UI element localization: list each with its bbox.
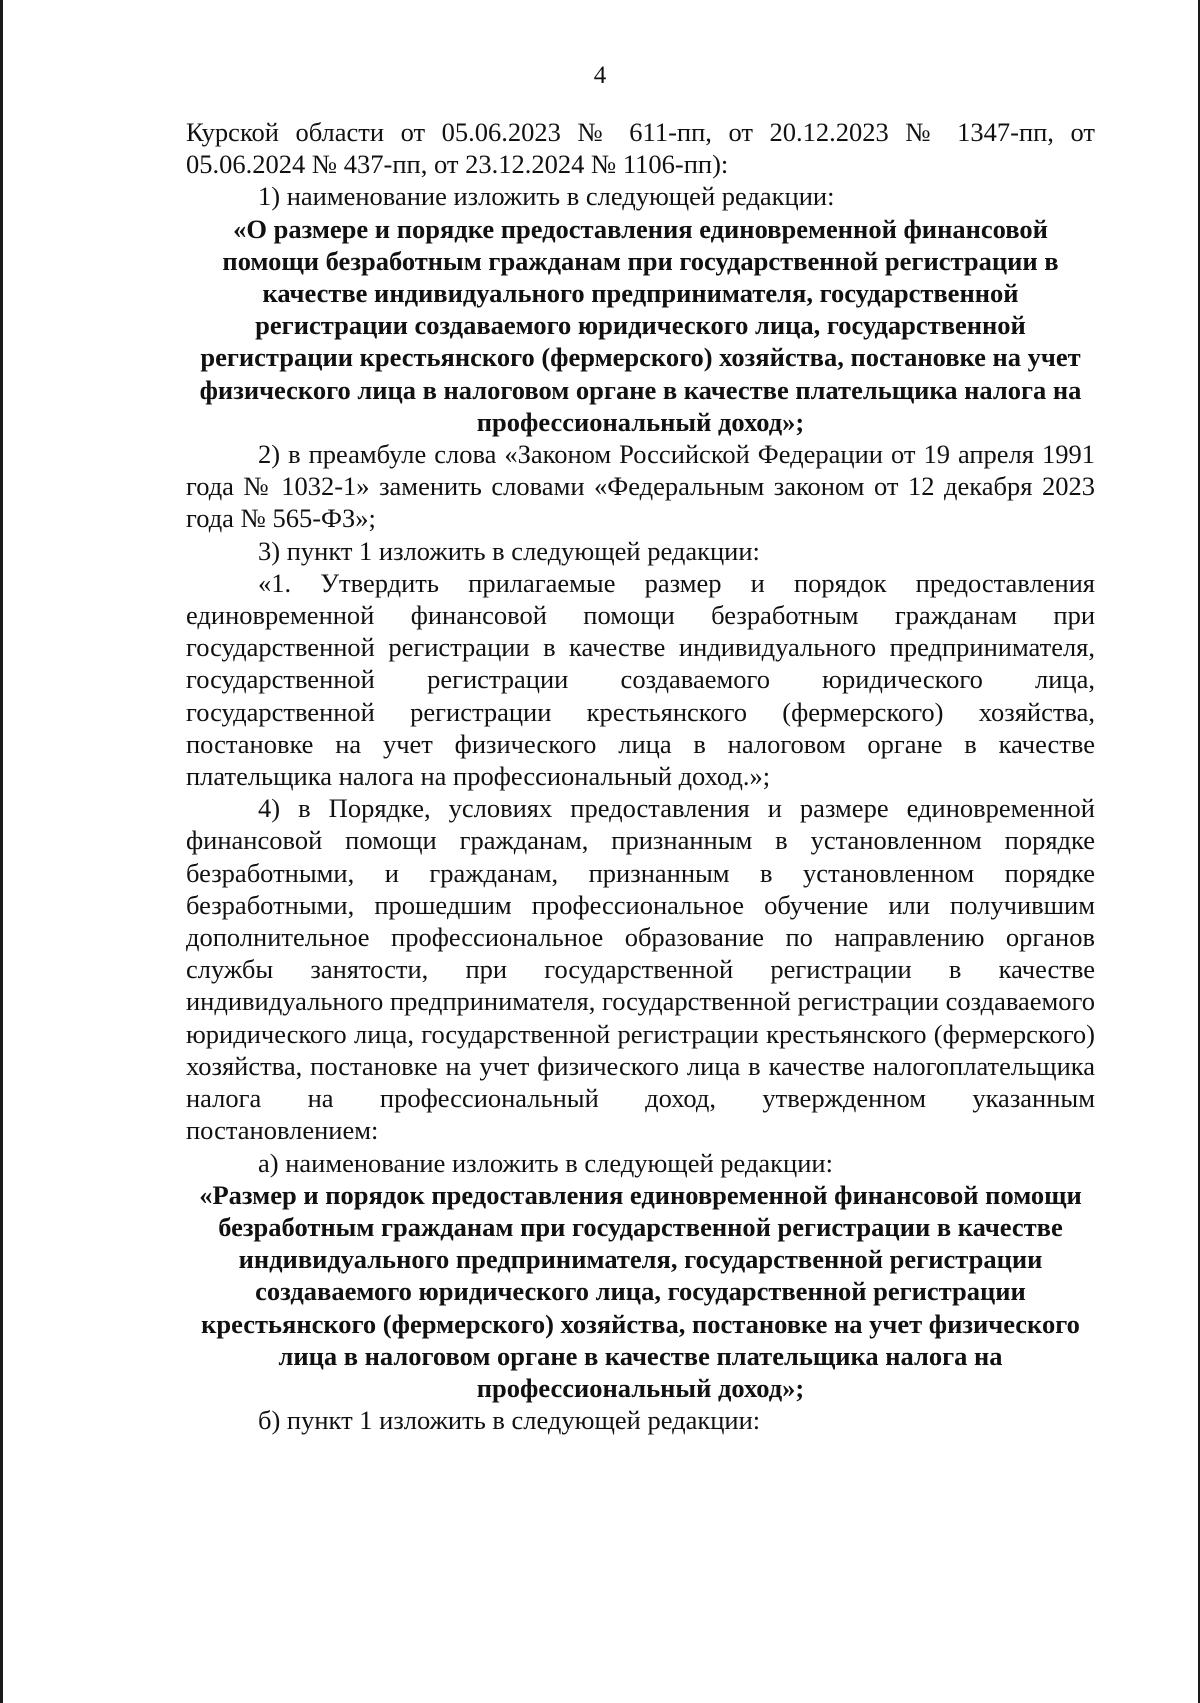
paragraph-intro: Курской области от 05.06.2023 № 611-пп, от 20.12.2023 № 1347-пп, от 05.06.2024 № 437-пп, от 23.12.2024 № 1106-пп): bbox=[186, 117, 1095, 180]
paragraph-item-4b: б) пункт 1 изложить в следующей редакции: bbox=[258, 1405, 761, 1436]
paragraph-item-2: 2) в преамбуле слова «Законом Российской Федерации от 19 апреля 1991 года № 1032-1» заменить словами «Федеральным законом от 12 декабря 2023 года № 565-ФЗ»; bbox=[186, 439, 1095, 534]
bold-title-2: «Размер и порядок предоставления единовременной финансовой помощи безработным гражданам при государственной регистрации в качестве индивидуального предпринимателя, государственной регистрации создаваемого юридического лица, государственной регистрации крестьянского (фермерского) хозяйства, постановке на учет физического лица в налоговом органе в качестве плательщика налога на профессиональный доход»; bbox=[199, 1179, 1082, 1403]
paragraph-item-4: 4) в Порядке, условиях предоставления и размере единовременной финансовой помощи гражданам, признанным в установленном порядке безработными, и гражданам, признанным в установленном порядке безработными, прошедшим профессиональное обучение или получившим дополнительное профессиональное образование по направлению органов службы занятости, при государственной регистрации в качестве индивидуального предпринимателя, государственной регистрации создаваемого юридического лица, государственной регистрации крестьянского (фермерского) хозяйства, постановке на учет физического лица в качестве налогоплательщика налога на профессиональный доход, утвержденном указанным постановлением: bbox=[186, 793, 1095, 1146]
paragraph-item-3-text: «1. Утвердить прилагаемые размер и порядок предоставления единовременной финансовой помощи безработным гражданам при государственной регистрации в качестве индивидуального предпринимателя, государственной регистрации создаваемого юридического лица, государственной регистрации крестьянского (фермерского) хозяйства, постановке на учет физического лица в налоговом органе в качестве плательщика налога на профессиональный доход.»; bbox=[186, 567, 1095, 792]
paragraph-item-4a: а) наименование изложить в следующей редакции: bbox=[258, 1147, 833, 1178]
document-body bbox=[186, 116, 1095, 1436]
paragraph-item-1: 1) наименование изложить в следующей редакции: bbox=[258, 181, 835, 212]
bold-title-1: «О размере и порядке предоставления единовременной финансовой помощи безработным гражданам при государственной регистрации в качестве индивидуального предпринимателя, государственной регистрации создаваемого юридического лица, государственной регистрации крестьянского (фермерского) хозяйства, постановке на учет физического лица в налоговом органе в качестве плательщика налога на профессиональный доход»; bbox=[199, 213, 1082, 437]
paragraph-item-3: 3) пункт 1 изложить в следующей редакции: bbox=[258, 535, 760, 566]
page-number: 4 bbox=[593, 62, 607, 89]
scan-edge-left bbox=[0, 0, 3, 1703]
